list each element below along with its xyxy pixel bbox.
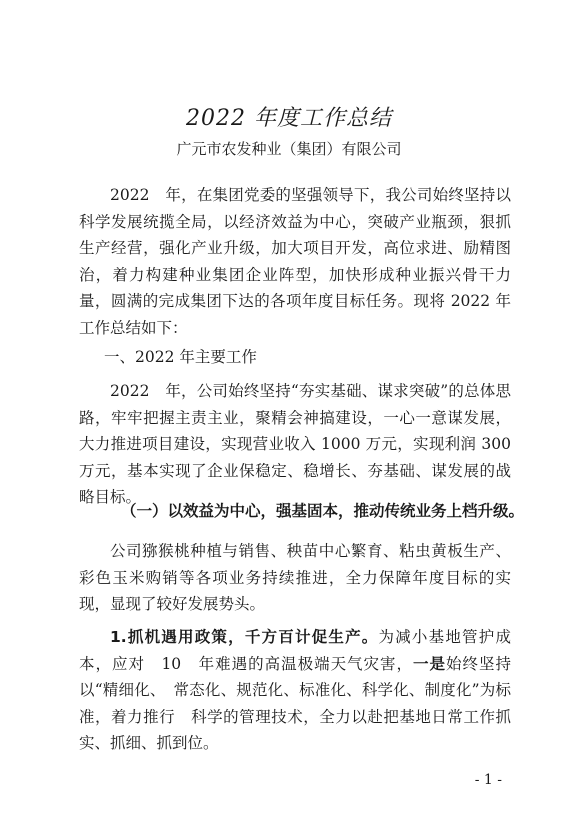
subsection-paragraph: 公司猕猴桃种植与销售、秧苗中心繁育、粘虫黄板生产、彩色玉米购销等各项业务持续推进，全力保障年度目标的实现，显现了较好发展势头。 [79,542,511,613]
subsection-heading: （一）以效益为中心，强基固本，推动传统业务上档升级。 [121,502,525,520]
page-number: - 1 - [474,772,502,788]
item-paragraph [79,624,511,757]
intro-paragraph: 2022 年，在集团党委的坚强领导下，我公司始终坚持以科学发展统揽全局，以经济效益为中心，突破产业瓶颈，狠抓生产经营，强化产业升级，加大项目开发，高位求进、励精图治，着力构建种业集团企业阵型，加快形成种业振兴骨干力量，圆满的完成集团下达的各项年度目标任务。现将 2022 年工作总结如下： [79,186,511,337]
item-marker: 一是 [413,654,446,673]
item-heading: 1.抓机遇用政策，千方百计促生产。 [110,628,379,646]
document-subtitle: 广元市农发种业（集团）有限公司 [176,140,402,158]
item-text-a: 为减小基地管护成本，应对 10 年难遇的高温极端天气灾害， [79,628,511,673]
item-text-b: 始终坚持以“精细化、 常态化、规范化、标准化、科学化、制度化”为标准，着力推行 科学的管理技术，全力以赴把基地日常工作抓实、抓细、抓到位。 [79,654,511,752]
section-paragraph: 2022 年，公司始终坚持“夯实基础、谋求突破”的总体思路，牢牢把握主责主业，聚精会神搞建设，一心一意谋发展，大力推进项目建设，实现营业收入 1000 万元，实现利润 300 万元，基本实现了企业保稳定、稳增长、夯基础、谋发展的战略目标。 [79,382,511,506]
document-title: 2022 年度工作总结 [186,106,392,131]
section-heading: 一、2022 年主要工作 [104,348,257,366]
